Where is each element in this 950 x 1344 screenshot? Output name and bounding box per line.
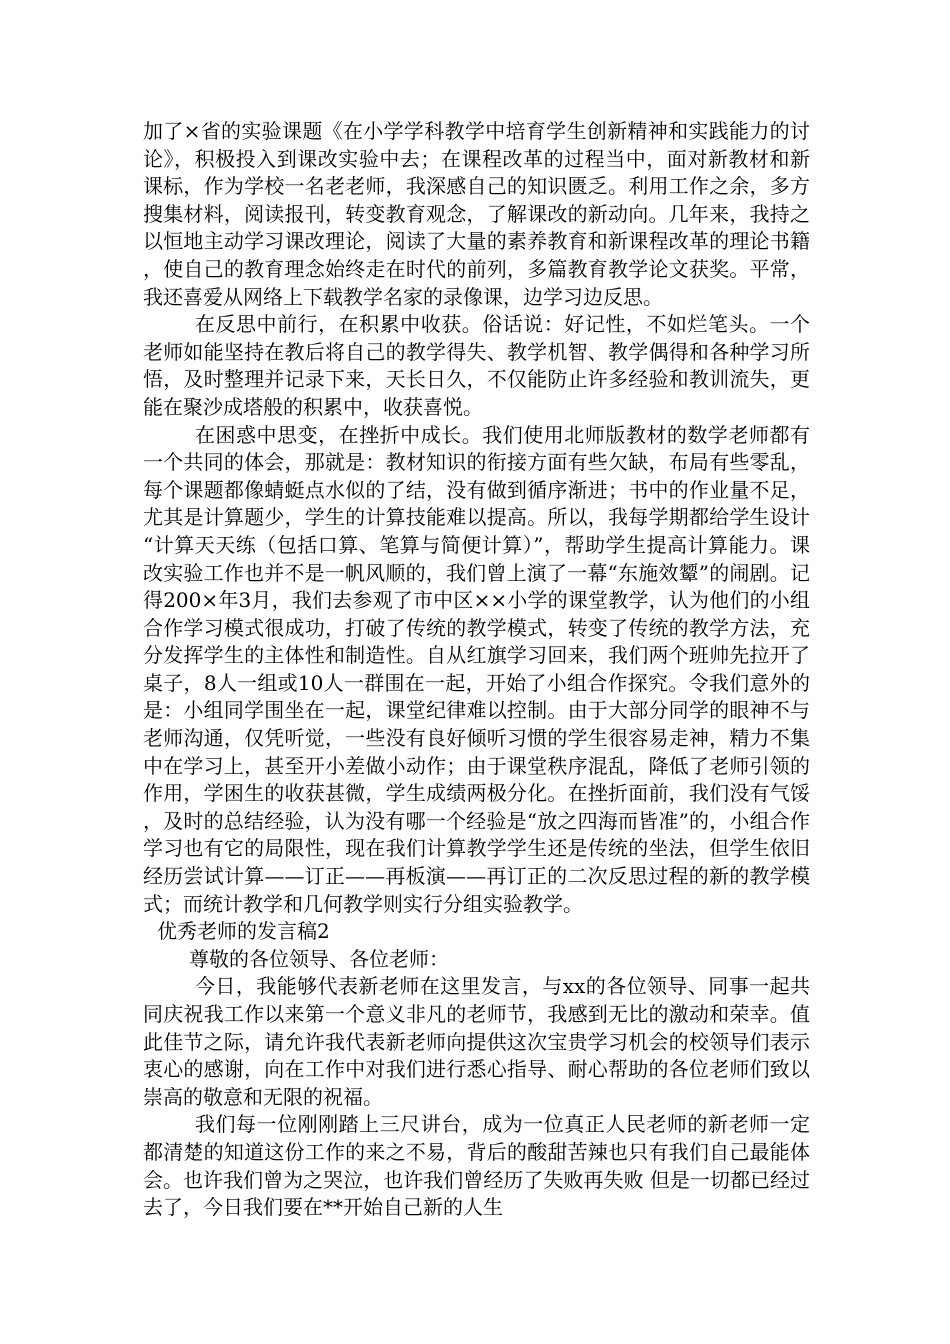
paragraph-setback-growth: 在困惑中思变，在挫折中成长。我们使用北师版教材的数学老师都有一个共同的体会，那就是：教材知识的衔接方面有些欠缺，布局有些零乱，每个课题都像蜻蜓点水似的了结，没有做到循序渐进；书中的作业量不足，尤其是计算题少，学生的计算技能难以提高。所以，我每学期都给学生设计“计算天天练（包括口算、笔算与简便计算）”，帮助学生提高计算能力。课改实验工作也并不是一帆风顺的，我们曾上演了一幕“东施效颦”的闹剧。记得200×年3月，我们去参观了市中区××小学的课堂教学，认为他们的小组合作学习模式很成功，打破了传统的教学模式，转变了传统的教学方法，充分发挥学生的主体性和制造性。自从红旗学习回来，我们两个班帅先拉开了桌子，8人一组或10人一群围在一起，开始了小组合作探究。令我们意外的是：小组同学围坐在一起，课堂纪律难以控制。由于大部分同学的眼神不与老师沟通，仅凭听觉，一些没有良好倾听习惯的学生很容易走神，精力不集中在学习上，甚至开小差做小动作；由于课堂秩序混乱，降低了老师引领的作用，学困生的收获甚微，学生成绩两极分化。在挫折面前，我们没有气馁，及时的总结经验，认为没有哪一个经验是“放之四海而皆准”的，小组合作学习也有它的局限性，现在我们计算教学学生还是传统的坐法，但学生依旧经历尝试计算——订正——再板演——再订正的二次反思过程的新的教学模式；而统计教学和几何教学则实行分组实验教学。 [143, 422, 810, 916]
paragraph-speech-opening: 今日，我能够代表新老师在这里发言，与xx的各位领导、同事一起共同庆祝我工作以来第一个意义非凡的老师节，我感到无比的激动和荣幸。值此佳节之际，请允许我代表新老师向提供这次宝贵学习机会的校领导们表示衷心的感谢，向在工作中对我们进行悉心指导、耐心帮助的各位老师们致以崇高的敬意和无限的祝福。 [143, 974, 810, 1109]
paragraph-reflection: 在反思中前行，在积累中收获。俗话说：好记性，不如烂笔头。一个老师如能坚持在教后将自己的教学得失、教学机智、教学偶得和各种学习所悟，及时整理并记录下来，天长日久，不仅能防止许多经验和教训流失，更能在聚沙成塔般的积累中，收获喜悦。 [143, 312, 810, 419]
document-page [143, 118, 810, 1222]
paragraph-curriculum-study: 加了×省的实验课题《在小学学科教学中培育学生创新精神和实践能力的讨论》，积极投入到课改实验中去；在课程改革的过程当中，面对新教材和新课标，作为学校一名老老师，我深感自己的知识匮乏。利用工作之余，多方搜集材料，阅读报刊，转变教育观念，了解课改的新动向。几年来，我持之以恒地主动学习课改理论，阅读了大量的素养教育和新课程改革的理论书籍，使自己的教育理念始终走在时代的前列，多篇教育教学论文获奖。平常，我还喜爱从网络上下载教学名家的录像课，边学习边反思。 [143, 119, 810, 309]
salutation: 尊敬的各位领导、各位老师： [189, 946, 449, 971]
section-heading: 优秀老师的发言稿2 [157, 919, 330, 944]
paragraph-new-teachers: 我们每一位刚刚踏上三尺讲台，成为一位真正人民老师的新老师一定都清楚的知道这份工作的来之不易，背后的酸甜苦辣也只有我们自己最能体会。也许我们曾为之哭泣，也许我们曾经历了失败再失败 但是一切都已经过去了，今日我们要在**开始自己新的人生 [143, 1112, 810, 1220]
